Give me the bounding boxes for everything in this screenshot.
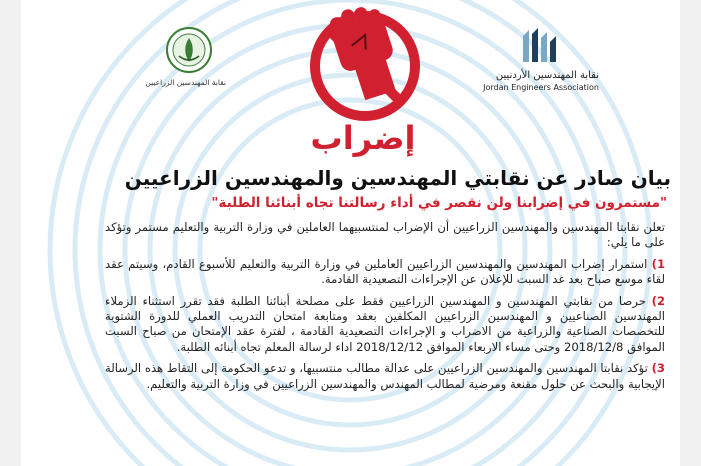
- point-text: استمرار إضراب المهندسين والمهندسين الزراعيين العاملين في وزارة التربية والتعليم للأسبوع القادم، وسيتم عقد لقاء موسع صباح بعد غد السبت للإعلان عن الإجراءات التصعيدية القادمة.: [105, 256, 665, 287]
- point-number: 3): [651, 361, 665, 376]
- point-text: حرصا من نقابتي المهندسين و المهندسين الزراعيين فقط على مصلحة أبنائنا الطلبة فقد تقرر استثناء الزملاء المهندسين الصناعيين و المهندسين الزراعيين المكلفين بعقد ومتابعة امتحان التدريب العملي للدورة الشتوية للتخصصات الصناعية والزراعية من الاضراب و الإجراءات التصعيدية القادمة ، لفترة عقد الإمتحان من صباح السبت الموافق 2018/12/8 وحتى مساء الاربعاء الموافق 2018/12/12 اداء لرسالة المعلم تجاه أبنائه الطلبة.: [105, 293, 665, 354]
- jea-arabic-name: نقابة المهندسين الأردنيين: [495, 70, 599, 81]
- point-3: [105, 361, 665, 392]
- raised-fist-icon: [285, 4, 445, 124]
- strike-word: إضراب: [310, 119, 416, 157]
- page-title: بيان صادر عن نقابتي المهندسين والمهندسين الزراعيين: [124, 166, 671, 190]
- agri-logo: [145, 26, 226, 92]
- point-text: تؤكد نقابتا المهندسين والمهندسين الزراعيين على عدالة مطالب منتسبيها، و تدعو الحكومة إلى التقاط هذه الرسالة الإيجابية والبحث عن حلول مقنعة ومرضية لمطالب المهندس والمهندسين الزراعيين في وزارة التربية والتعليم.: [105, 361, 665, 391]
- point-1: [105, 257, 665, 288]
- point-number: 1): [651, 256, 666, 271]
- left-margin: [0, 0, 21, 466]
- right-margin: [680, 0, 701, 466]
- statement-poster: [21, 0, 680, 466]
- point-2: [105, 294, 665, 356]
- agri-caption: نقابة المهندسين الزراعيين: [145, 78, 226, 87]
- intro-paragraph: تعلن نقابتا المهندسين والمهندسين الزراعيين أن الإضراب لمنتسبيهما العاملين في وزارة التربية والتعليم مستمر وتؤكد على ما يلي:: [105, 220, 665, 250]
- jea-emblem-icon: [519, 28, 559, 68]
- point-number: 2): [651, 293, 666, 308]
- statement-body: [105, 220, 665, 398]
- subtitle-quote: "مستمرون في إضرابنا ولن نقصر في أداء رسالتنا تجاه أبنائنا الطلبة": [211, 195, 667, 211]
- jea-english-name: Jordan Engineers Association: [483, 83, 599, 92]
- agri-emblem-icon: [165, 26, 213, 74]
- jea-logo: [473, 28, 603, 94]
